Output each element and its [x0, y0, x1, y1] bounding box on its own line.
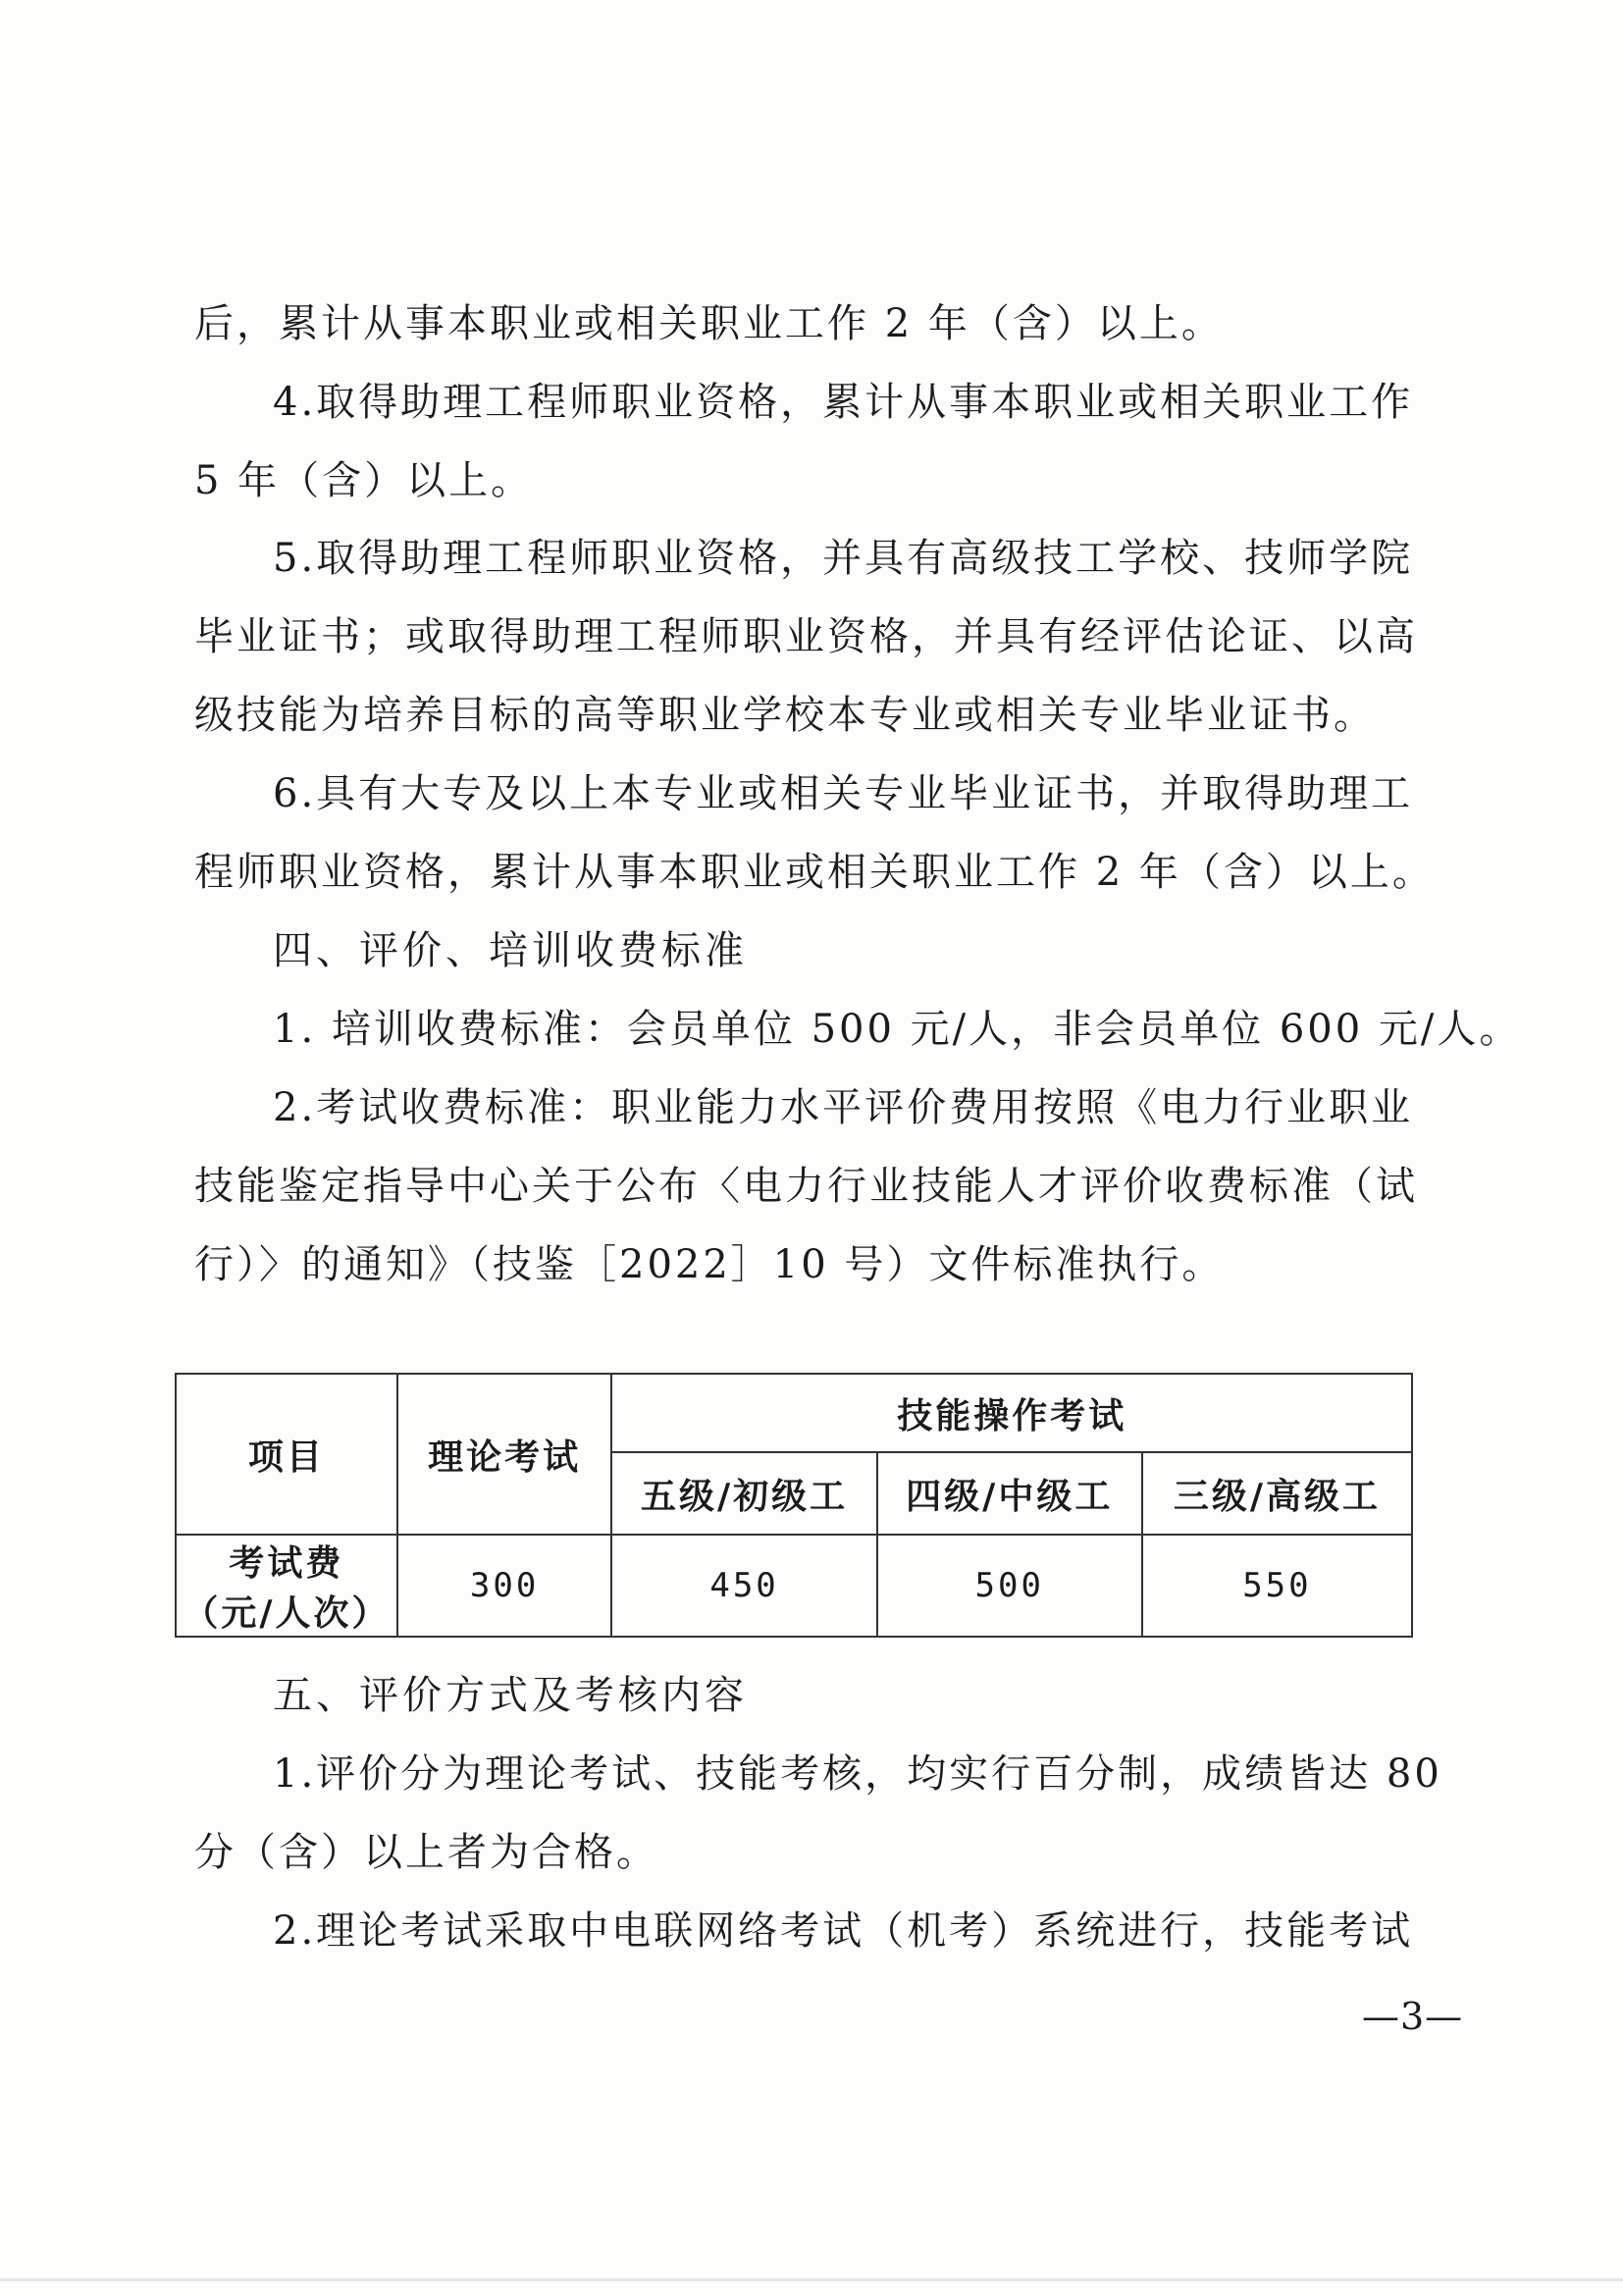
skill-fee-cell: 550: [1142, 1535, 1412, 1637]
scan-edge-divider: [0, 2278, 1623, 2281]
skill-fee-cell: 500: [877, 1535, 1142, 1637]
paragraph-line: 技能鉴定指导中心关于公布〈电力行业技能人才评价收费标准（试: [194, 1164, 1418, 1209]
skill-fee-cell: 450: [611, 1535, 876, 1637]
paragraph-line: 2.理论考试采取中电联网络考试（机考）系统进行，技能考试: [273, 1908, 1414, 1954]
paragraph-line: 1. 培训收费标准：会员单位 500 元/人，非会员单位 600 元/人。: [273, 1007, 1522, 1052]
paragraph-line: 2.考试收费标准：职业能力水平评价费用按照《电力行业职业: [273, 1085, 1414, 1130]
page-number: —3—: [1362, 1995, 1464, 2038]
table-header-level: 四级/中级工: [877, 1452, 1142, 1535]
paragraph-line: 5 年（含）以上。: [194, 458, 534, 503]
paragraph-line: 后，累计从事本职业或相关职业工作 2 年（含）以上。: [194, 301, 1224, 346]
theory-fee-cell: 300: [397, 1535, 612, 1637]
paragraph-line: 毕业证书；或取得助理工程师职业资格，并具有经评估论证、以高: [194, 614, 1418, 659]
table-header-skill: 技能操作考试: [611, 1374, 1412, 1452]
paragraph-line: 行）〉的通知》（技鉴［2022］10 号）文件标准执行。: [194, 1242, 1225, 1287]
section-heading: 五、评价方式及考核内容: [273, 1673, 748, 1718]
table-header-item: 项目: [176, 1374, 397, 1535]
paragraph-line: 1.评价分为理论考试、技能考核，均实行百分制，成绩皆达 80: [273, 1751, 1442, 1797]
fee-label: 考试费: [229, 1543, 344, 1584]
paragraph-line: 5.取得助理工程师职业资格，并具有高级技工学校、技师学院: [273, 536, 1414, 581]
section-heading: 四、评价、培训收费标准: [273, 928, 748, 973]
fee-unit: （元/人次）: [183, 1593, 391, 1634]
paragraph-line: 分（含）以上者为合格。: [194, 1830, 658, 1875]
table-header-level: 五级/初级工: [611, 1452, 876, 1535]
fee-table: [175, 1373, 1413, 1638]
paragraph-line: 程师职业资格，累计从事本职业或相关职业工作 2 年（含）以上。: [194, 850, 1435, 895]
table-row-label: [176, 1535, 397, 1637]
paragraph-line: 6.具有大专及以上本专业或相关专业毕业证书，并取得助理工: [273, 771, 1414, 816]
table-header-theory: 理论考试: [397, 1374, 612, 1535]
paragraph-line: 级技能为培养目标的高等职业学校本专业或相关专业毕业证书。: [194, 693, 1376, 738]
paragraph-line: 4.取得助理工程师职业资格，累计从事本职业或相关职业工作: [273, 380, 1414, 425]
table-header-level: 三级/高级工: [1142, 1452, 1412, 1535]
